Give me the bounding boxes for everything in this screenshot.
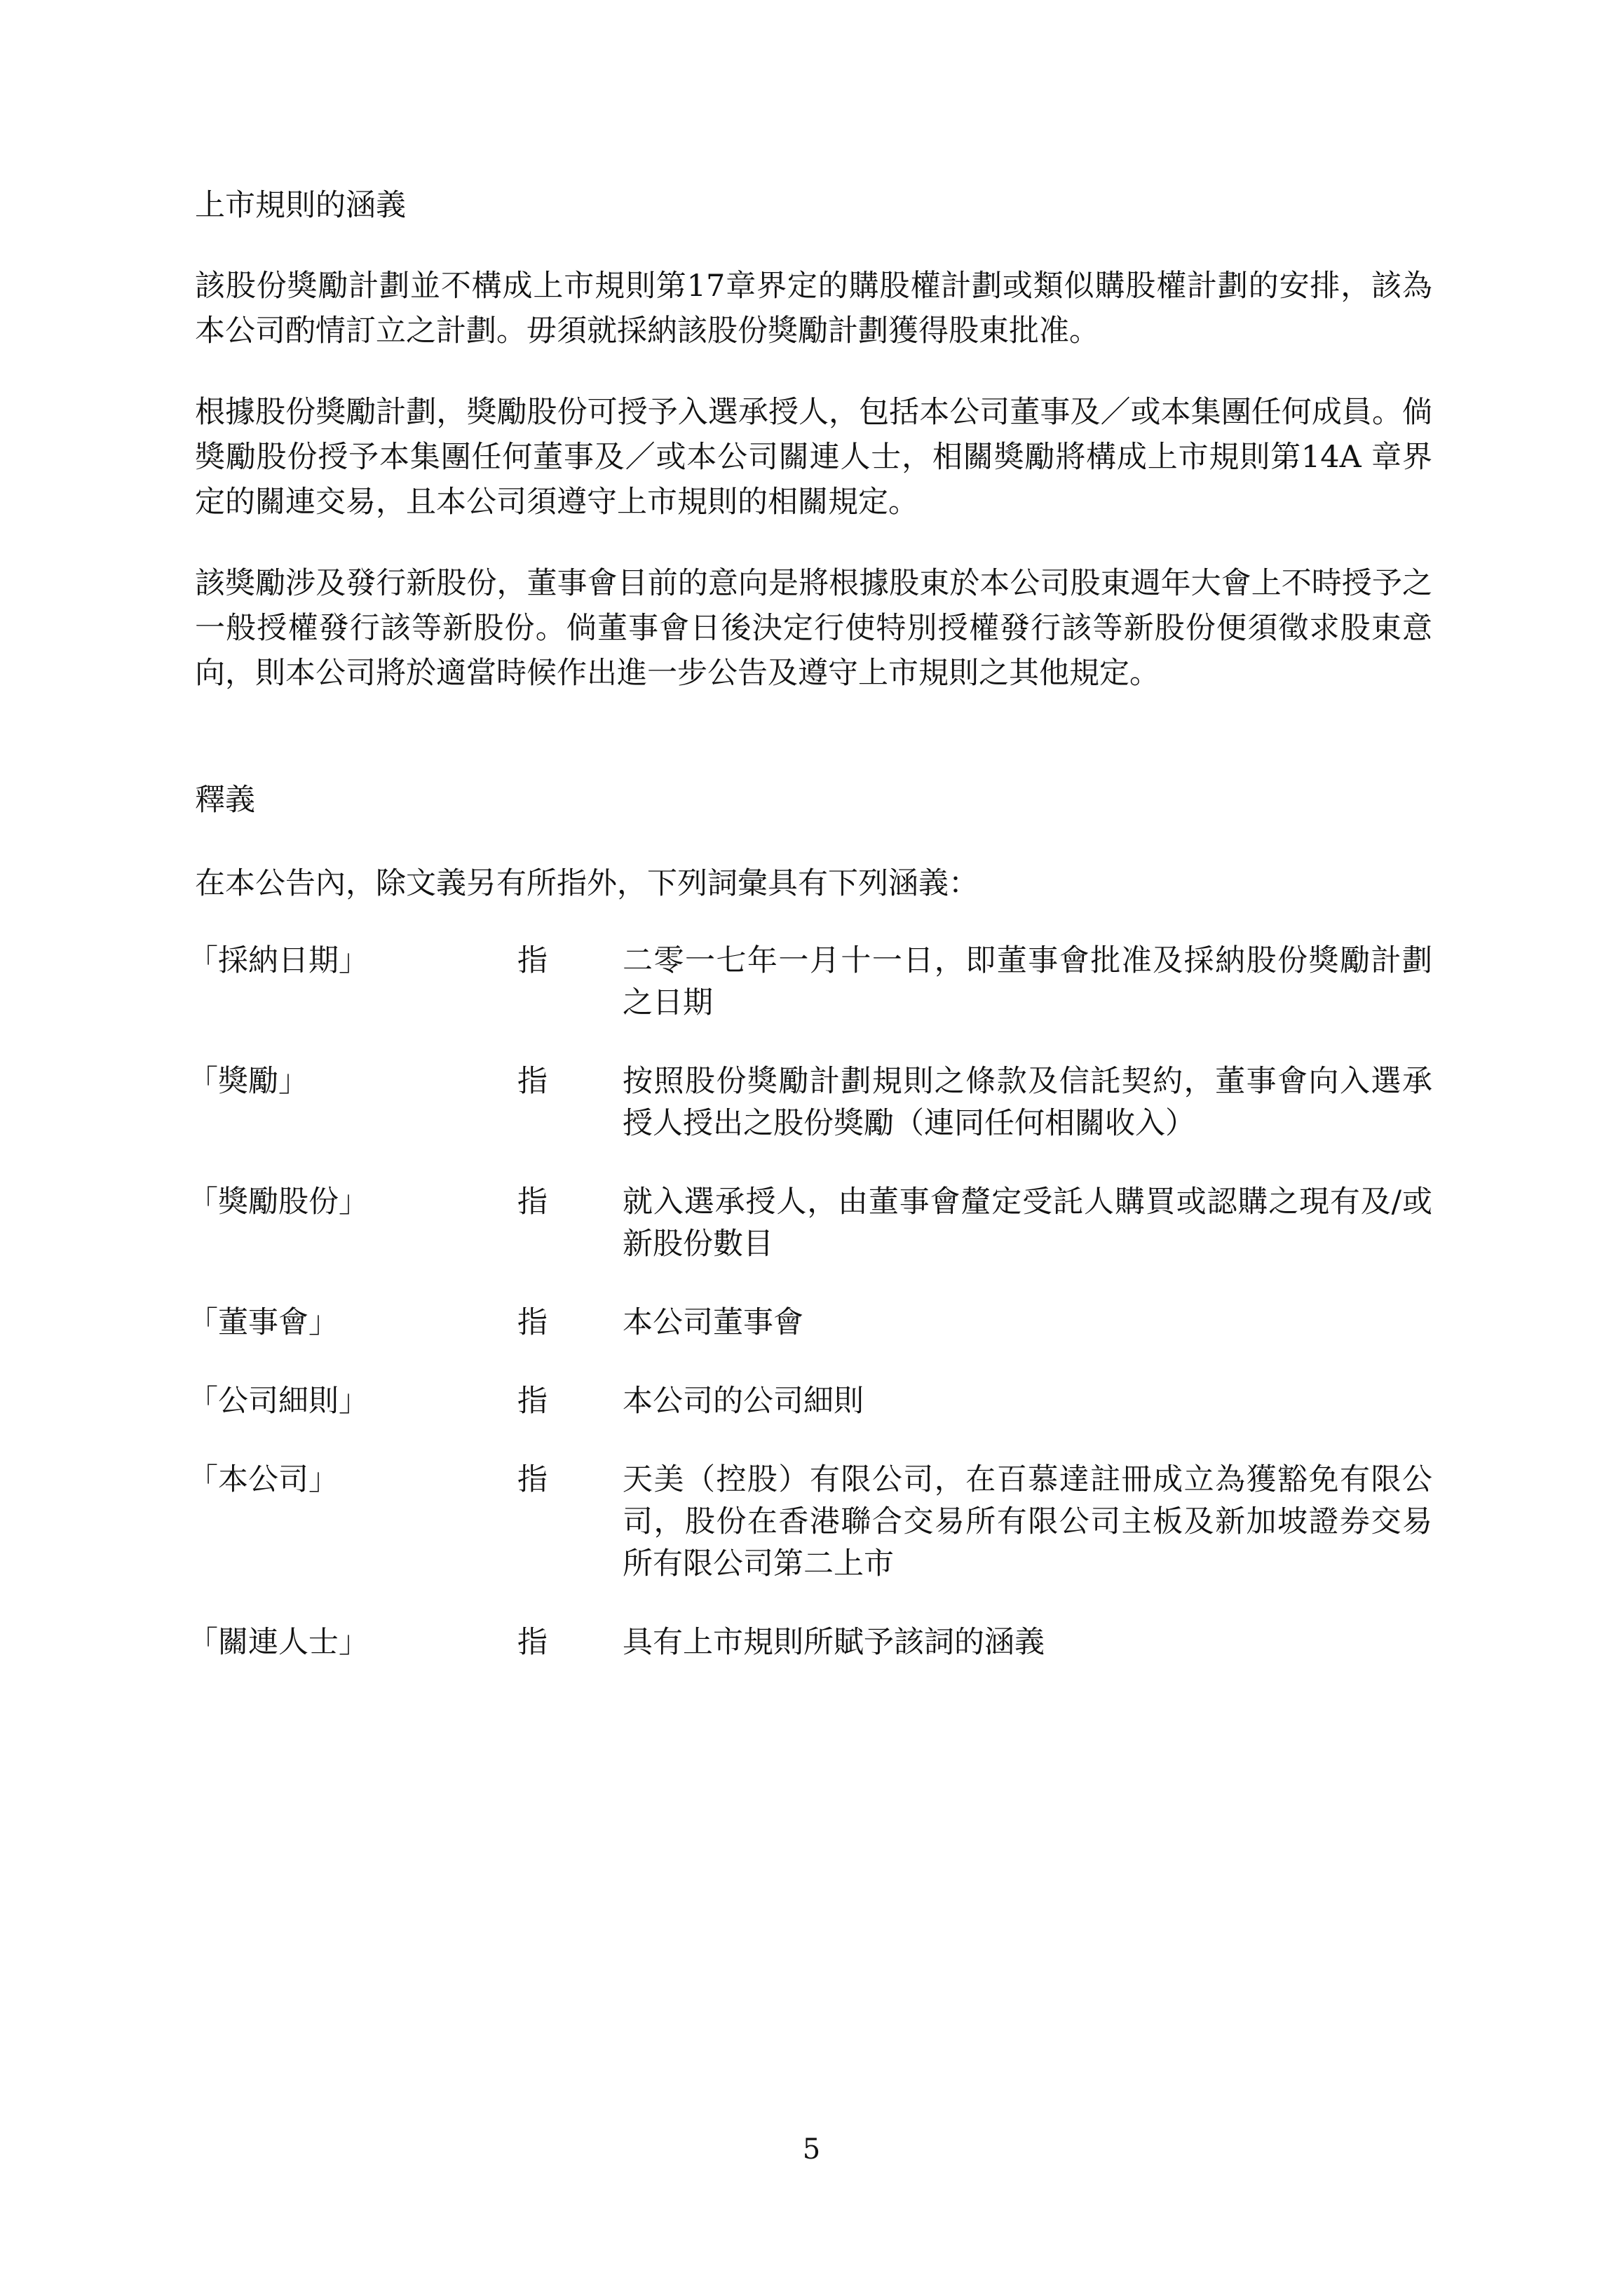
definition-row xyxy=(188,1060,1432,1144)
definition-term: 「獎勵股份」 xyxy=(188,1184,369,1220)
definitions-list xyxy=(188,940,1432,1663)
definition-text: 天美（控股）有限公司，在百慕達註冊成立為獲豁免有限公司，股份在香港聯合交易所有限公司主板及新加坡證券交易所有限公司第二上市 xyxy=(623,1462,1432,1581)
definition-means: 指 xyxy=(517,1064,548,1099)
definition-text: 按照股份獎勵計劃規則之條款及信託契約，董事會向入選承授人授出之股份獎勵（連同任何相關收入） xyxy=(623,1064,1432,1141)
definition-term: 「本公司」 xyxy=(188,1462,339,1497)
section-heading-listing-rules: 上市規則的涵義 xyxy=(195,188,406,223)
definition-means: 指 xyxy=(517,1462,548,1497)
definition-term: 「獎勵」 xyxy=(188,1064,308,1099)
definition-text: 具有上市規則所賦予該詞的涵義 xyxy=(623,1625,1045,1660)
paragraph-share-award-scheme: 該股份獎勵計劃並不構成上市規則第17章界定的購股權計劃或類似購股權計劃的安排，該為本公司酌情訂立之計劃。毋須就採納該股份獎勵計劃獲得股東批准。 xyxy=(195,269,1432,349)
definition-text: 就入選承授人，由董事會釐定受託人購買或認購之現有及/或新股份數目 xyxy=(623,1184,1432,1262)
definition-term: 「採納日期」 xyxy=(188,943,369,978)
page-number: 5 xyxy=(802,2133,821,2166)
definition-row xyxy=(188,1181,1432,1265)
definition-row xyxy=(188,1380,1432,1422)
page-content xyxy=(188,184,1432,1700)
definition-text: 本公司董事會 xyxy=(623,1305,803,1340)
definition-means: 指 xyxy=(517,1384,548,1419)
definition-means: 指 xyxy=(517,943,548,978)
definition-term: 「關連人士」 xyxy=(188,1625,369,1660)
paragraph-connected-transaction: 根據股份獎勵計劃，獎勵股份可授予入選承授人，包括本公司董事及／或本集團任何成員。倘獎勵股份授予本集團任何董事及／或本公司關連人士，相關獎勵將構成上市規則第14A 章界定的關連交易，且本公司須遵守上市規則的相關規定。 xyxy=(195,395,1432,520)
definition-text: 二零一七年一月十一日，即董事會批准及採納股份獎勵計劃之日期 xyxy=(623,943,1432,1020)
definition-row xyxy=(188,1621,1432,1663)
definition-row xyxy=(188,1302,1432,1344)
definition-row xyxy=(188,1459,1432,1585)
definition-term: 「董事會」 xyxy=(188,1305,339,1340)
definition-term: 「公司細則」 xyxy=(188,1384,369,1419)
definition-row xyxy=(188,940,1432,1024)
definitions-intro: 在本公告內，除文義另有所指外，下列詞彙具有下列涵義： xyxy=(195,866,979,901)
section-heading-definitions: 釋義 xyxy=(195,783,255,818)
paragraph-new-shares-issue: 該獎勵涉及發行新股份，董事會目前的意向是將根據股東於本公司股東週年大會上不時授予之一般授權發行該等新股份。倘董事會日後決定行使特別授權發行該等新股份便須徵求股東意向，則本公司將於適當時候作出進一步公告及遵守上市規則之其他規定。 xyxy=(195,566,1432,691)
definition-means: 指 xyxy=(517,1305,548,1340)
definition-means: 指 xyxy=(517,1625,548,1660)
definition-text: 本公司的公司細則 xyxy=(623,1384,864,1419)
definition-means: 指 xyxy=(517,1184,548,1220)
